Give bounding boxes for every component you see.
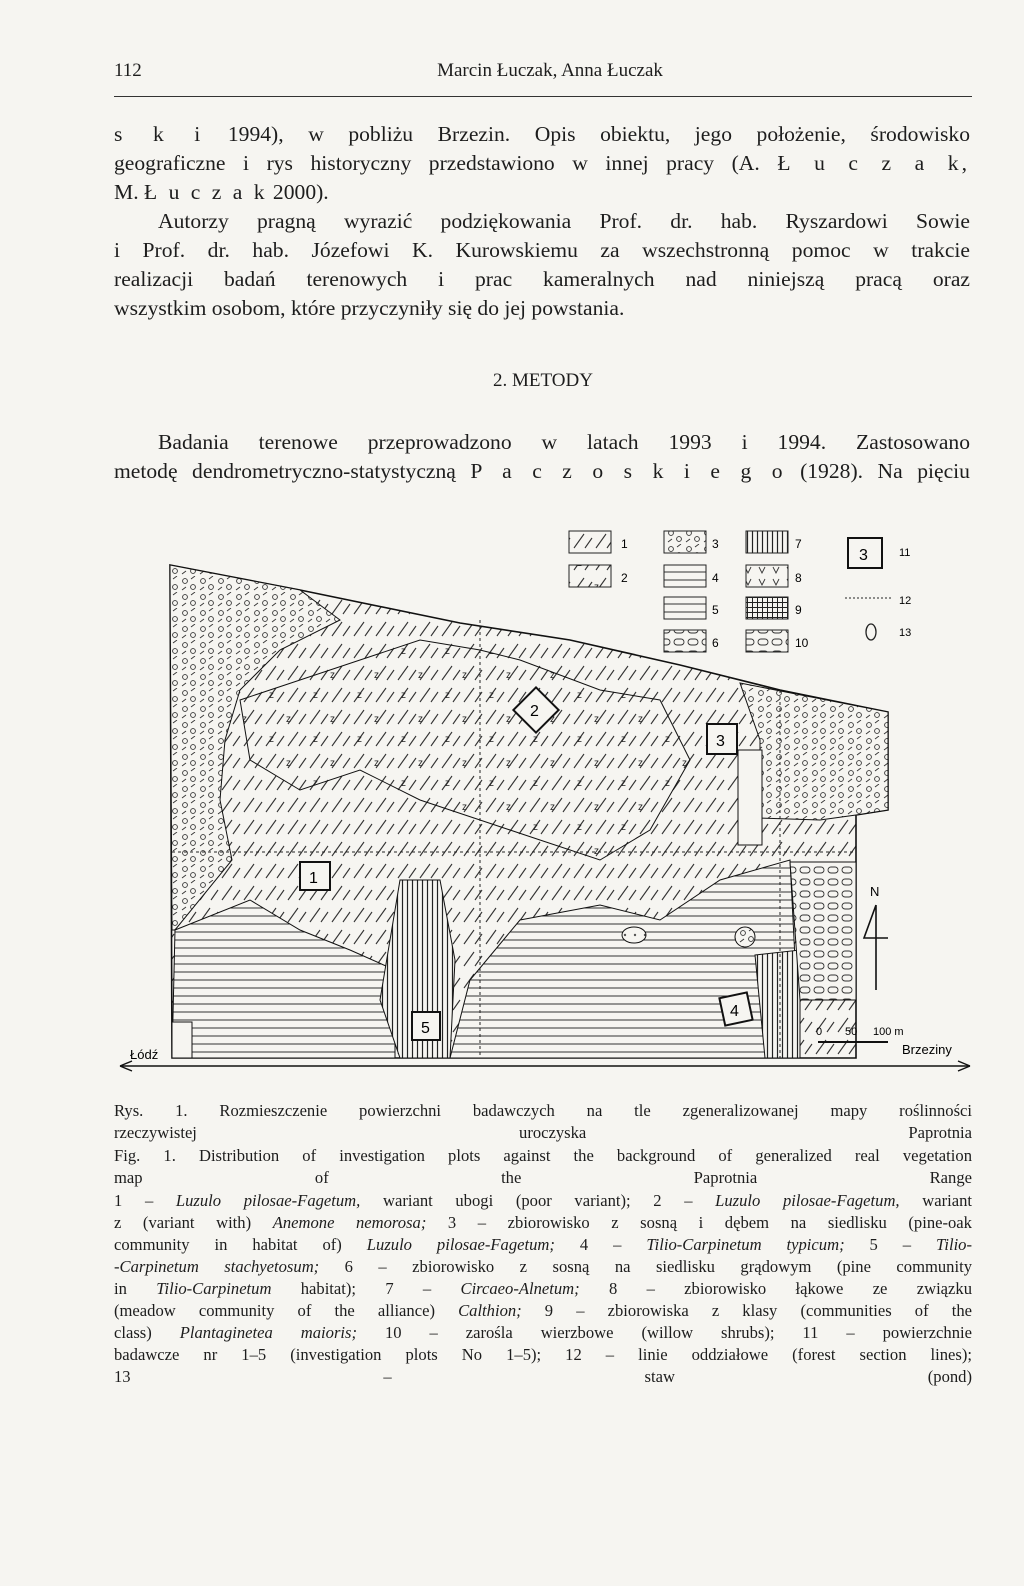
scale-50: 50 — [845, 1026, 858, 1038]
paragraph-methods: Badania terenowe przeprowadzono w latach 1993 i 1994. Zastosowano metodę dendrometryczno-statystyczną P a c z o s k i e g o (1928). Na pięciu — [114, 430, 970, 483]
plot-3-label: 3 — [716, 733, 725, 750]
legend-num-6: 6 — [712, 636, 719, 650]
scale-0: 0 — [816, 1026, 823, 1038]
scale-100: 100 m — [873, 1026, 904, 1038]
page-number: 112 — [114, 60, 142, 81]
plot-1 — [300, 862, 330, 890]
legend-swatch-8 — [746, 565, 788, 587]
plot-5 — [412, 1012, 440, 1040]
plot-4-label: 4 — [730, 1003, 739, 1020]
plot-3 — [707, 724, 737, 754]
legend-num-9: 9 — [795, 603, 802, 617]
legend-num-4: 4 — [712, 571, 719, 585]
legend-num-1: 1 — [621, 537, 628, 551]
legend-swatch-2 — [569, 565, 611, 587]
paragraph-intro: s k i 1994), w pobliżu Brzezin. Opis obiektu, jego położenie, środowisko geograficzne i rys historyczny przedstawiono w innej pracy (A. Ł u c z a k, M. Ł u c z a k 2000). — [114, 122, 971, 204]
vegetation-map — [120, 565, 970, 1071]
legend-swatch-5 — [664, 597, 706, 619]
figure-caption-polish: Rys. 1. Rozmieszczenie powierzchni badawczych na tle zgeneralizowanej mapy roślinności rzeczywistej uroczyska Paprotnia — [114, 1101, 972, 1142]
plot-2-label: 2 — [530, 703, 539, 720]
town-lodz: Łódź — [130, 1047, 159, 1062]
legend-plot-symbol: 3 — [859, 547, 868, 564]
header-rule — [114, 96, 972, 97]
legend-swatch-4 — [664, 565, 706, 587]
legend-num-7: 7 — [795, 537, 802, 551]
legend-swatch-3 — [664, 531, 706, 553]
section-heading: 2. METODY — [493, 370, 593, 391]
map-legend — [569, 531, 911, 652]
running-header: Marcin Łuczak, Anna Łuczak — [437, 60, 663, 81]
legend-num-8: 8 — [795, 571, 802, 585]
paragraph-acknowledgements: Autorzy pragną wyrazić podziękowania Prof. dr. hab. Ryszardowi Sowie i Prof. dr. hab. Józefowi K. Kurowskiemu za wszechstronną pomoc w trakcie realizacji badań terenowych i prac kameralnych nad niniejszą pracą oraz wszystkim osobom, które przyczyniły się do jej powstania. — [114, 209, 970, 320]
legend-num-3: 3 — [712, 537, 719, 551]
legend-num-12: 12 — [899, 595, 912, 607]
figure-caption-english: Fig. 1. Distribution of investigation plots against the background of generalized real vegetation map of the Paprotnia Range — [114, 1146, 972, 1187]
map-pond — [622, 927, 646, 943]
map-building — [172, 1022, 192, 1058]
north-arrow-icon — [864, 905, 888, 990]
legend-pond-icon — [866, 624, 876, 640]
legend-swatch-7 — [746, 531, 788, 553]
legend-swatch-10 — [746, 630, 788, 652]
legend-num-2: 2 — [621, 571, 628, 585]
map-area-meadow — [738, 750, 762, 845]
plot-5-label: 5 — [421, 1020, 430, 1037]
legend-swatch-1 — [569, 531, 611, 553]
legend-swatch-6 — [664, 630, 706, 652]
map-area-community-10 — [790, 862, 856, 1000]
map-willow-clump — [735, 927, 755, 947]
legend-swatch-9 — [746, 597, 788, 619]
plot-4 — [719, 992, 752, 1025]
legend-num-13: 13 — [899, 627, 912, 639]
vegetation-map-figure — [114, 520, 974, 1080]
town-brzeziny: Brzeziny — [902, 1042, 952, 1057]
legend-num-5: 5 — [712, 603, 719, 617]
legend-num-10: 10 — [795, 636, 809, 650]
north-label: N — [870, 884, 880, 899]
figure-legend-text: 1 – Luzulo pilosae-Fagetum, wariant ubogi (poor variant); 2 – Luzulo pilosae-Fagetum, wariant z (variant with) Anemone nemorosa; 3 – zbiorowisko z sosną i dębem na siedlisku (pine-oak community in habitat of) Luzulo pilosae-Fagetum; 4 – Tilio-Carpinetum typicum; 5 – Tilio- -Carpinetum stachyetosum; 6 – zbiorowisko z sosną na siedlisku grądowym (pine community in Tilio-Carpinetum habitat); 7 – Circaeo-Alnetum; 8 – zbiorowisko łąkowe ze związku (meadow community of the alliance) Calthion; 9 – zbiorowiska z klasy (communities of the class) Plantaginetea maioris; 10 – zarośla wierzbowe (willow shrubs); 11 – powierzchnie badawcze nr 1–5 (investigation plots No 1–5); 12 – linie oddziałowe (forest section lines); 13 – staw (pond) — [114, 1191, 972, 1386]
legend-num-11: 11 — [899, 547, 911, 559]
plot-1-label: 1 — [309, 870, 318, 887]
